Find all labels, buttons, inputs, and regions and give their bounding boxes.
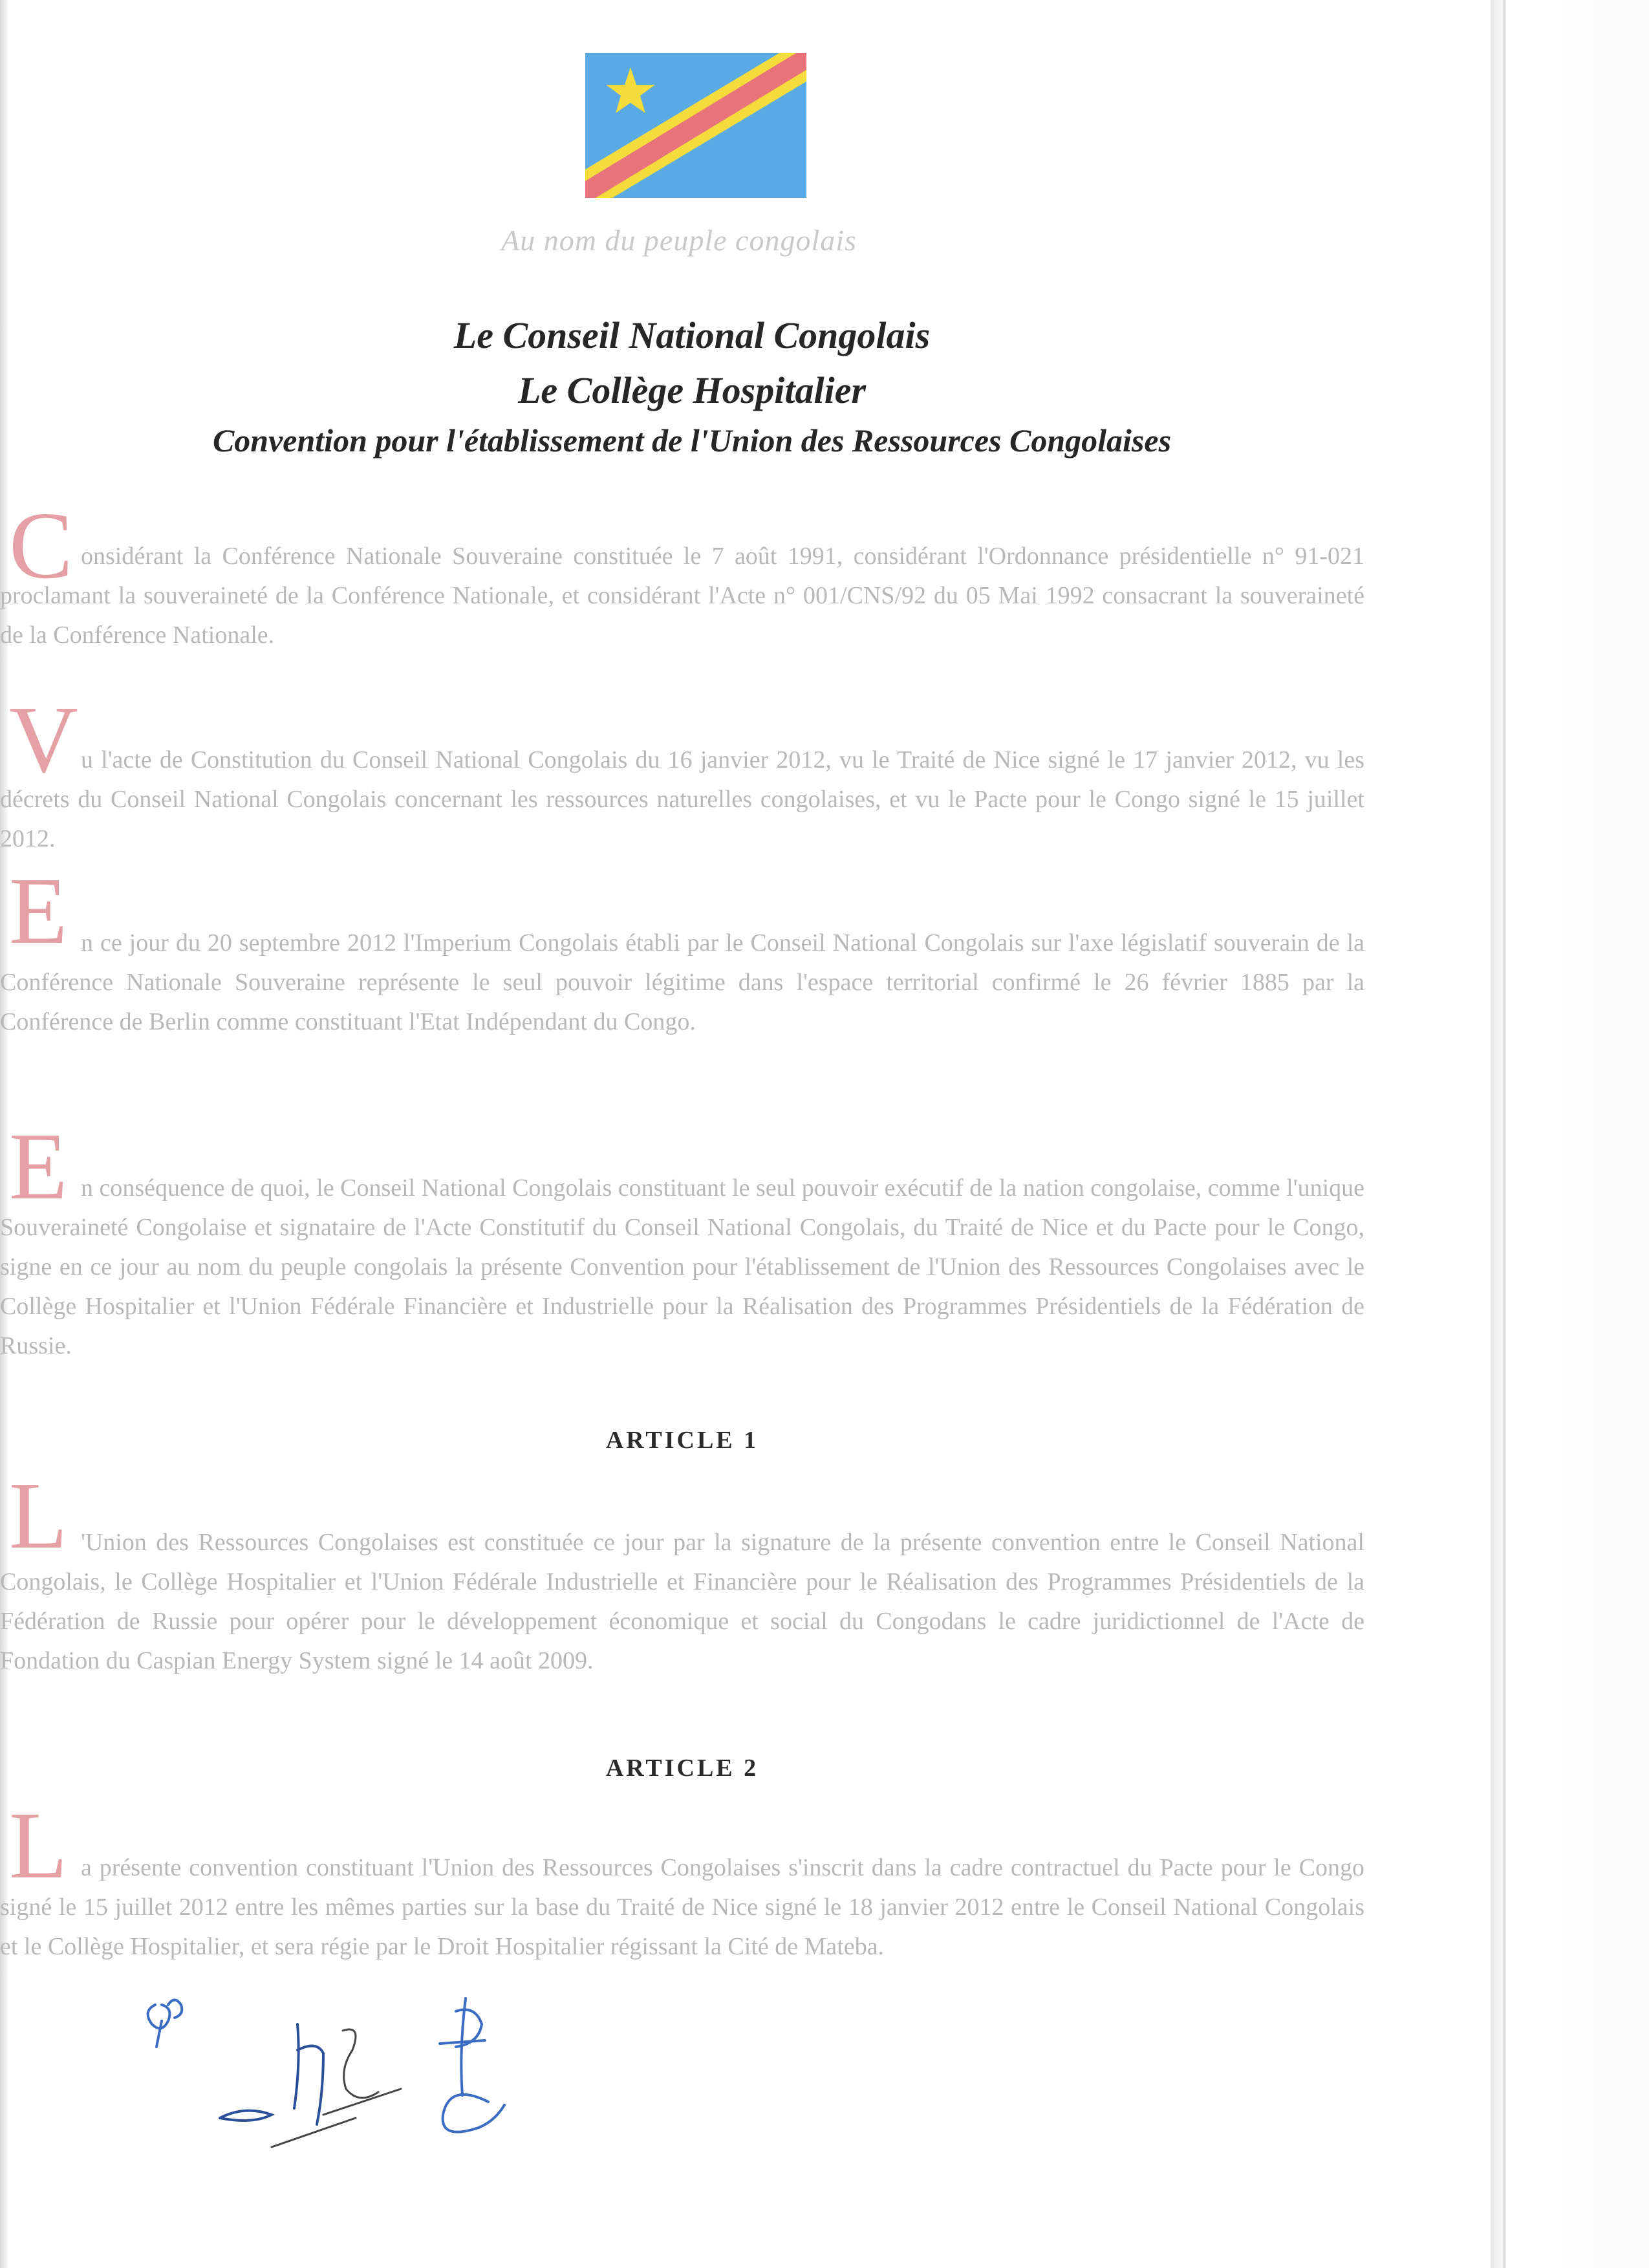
signature-1 bbox=[148, 2000, 182, 2047]
paragraph-text: onsidérant la Conférence Nationale Souveraine constituée le 7 août 1991, considérant l'Ordonnance présidentielle n° 91-021 proclamant la souveraineté de la Conférence Nationale, et considérant l'Acte n° 001/CNS/92 du 05 Mai 1992 consacrant la souveraineté de la Conférence Nationale. bbox=[0, 543, 1364, 649]
drop-cap-e: E bbox=[9, 1114, 68, 1220]
signatures-block bbox=[136, 1985, 588, 2154]
signature-3 bbox=[272, 2029, 401, 2147]
title-council: Le Conseil National Congolais bbox=[453, 314, 931, 356]
article-1-text bbox=[0, 1523, 1364, 1681]
preamble-paragraph-4 bbox=[0, 1169, 1364, 1366]
page-edge-line bbox=[1503, 0, 1505, 2268]
paragraph-text: n ce jour du 20 septembre 2012 l'Imperium Congolais établi par le Conseil National Congolais sur l'axe législatif souverain de la Conférence Nationale Souveraine représente le seul pouvoir légitime dans l'espace territorial confirmé le 26 février 1885 par la Conférence de Berlin comme constituant l'Etat Indépendant du Congo. bbox=[0, 929, 1364, 1035]
drc-flag-emblem bbox=[585, 53, 806, 198]
signature-2 bbox=[220, 2024, 323, 2124]
drop-cap-c: C bbox=[9, 493, 73, 599]
preamble-paragraph-1 bbox=[0, 537, 1364, 655]
preamble-paragraph-3 bbox=[0, 923, 1364, 1042]
motto: Au nom du peuple congolais bbox=[501, 224, 857, 257]
article-2-heading: ARTICLE 2 bbox=[605, 1755, 759, 1782]
paragraph-text: n conséquence de quoi, le Conseil National Congolais constituant le seul pouvoir exécutif de la nation congolaise, comme l'unique Souveraineté Congolaise et signataire de l'Acte Constitutif du Conseil National Congolais, du Traité de Nice et du Pacte pour le Congo, signe en ce jour au nom du peuple congolais la présente Convention pour l'établissement de l'Union des Ressources Congolaises avec le Collège Hospitalier et l'Union Fédérale Financière et Industrielle pour la Réalisation des Programmes Présidentiels de la Fédération de Russie. bbox=[0, 1174, 1364, 1359]
article-2-text bbox=[0, 1848, 1364, 1967]
preamble-paragraph-2 bbox=[0, 740, 1364, 859]
drop-cap-e: E bbox=[9, 858, 68, 964]
drop-cap-l: L bbox=[9, 1793, 68, 1899]
background-page-edge bbox=[1491, 0, 1649, 2268]
drop-cap-v: V bbox=[9, 687, 78, 793]
paragraph-text: 'Union des Ressources Congolaises est constituée ce jour par la signature de la présente convention entre le Conseil National Congolais, le Collège Hospitalier et l'Union Fédérale Industrielle et Financière pour le Réalisation des Programmes Présidentiels de la Fédération de Russie pour opérer pour le développement économique et social du Congodans le cadre juridictionnel de l'Acte de Fondation du Caspian Energy System signé le 14 août 2009. bbox=[0, 1529, 1364, 1674]
paragraph-text: u l'acte de Constitution du Conseil National Congolais du 16 janvier 2012, vu le Traité de Nice signé le 17 janvier 2012, vu les décrets du Conseil National Congolais concernant les ressources naturelles congolaises, et vu le Pacte pour le Congo signé le 15 juillet 2012. bbox=[0, 746, 1364, 852]
title-convention: Convention pour l'établissement de l'Union des Ressources Congolaises bbox=[212, 422, 1172, 459]
article-1-heading: ARTICLE 1 bbox=[605, 1427, 759, 1454]
signature-4 bbox=[440, 1998, 504, 2132]
paragraph-text: a présente convention constituant l'Union des Ressources Congolaises s'inscrit dans la cadre contractuel du Pacte pour le Congo signé le 15 juillet 2012 entre les mêmes parties sur la base du Traité de Nice signé le 18 janvier 2012 entre le Conseil National Congolais et le Collège Hospitalier, et sera régie par le Droit Hospitalier régissant la Cité de Mateba. bbox=[0, 1854, 1364, 1960]
drop-cap-l: L bbox=[9, 1463, 68, 1569]
title-college: Le Collège Hospitalier bbox=[517, 369, 867, 411]
